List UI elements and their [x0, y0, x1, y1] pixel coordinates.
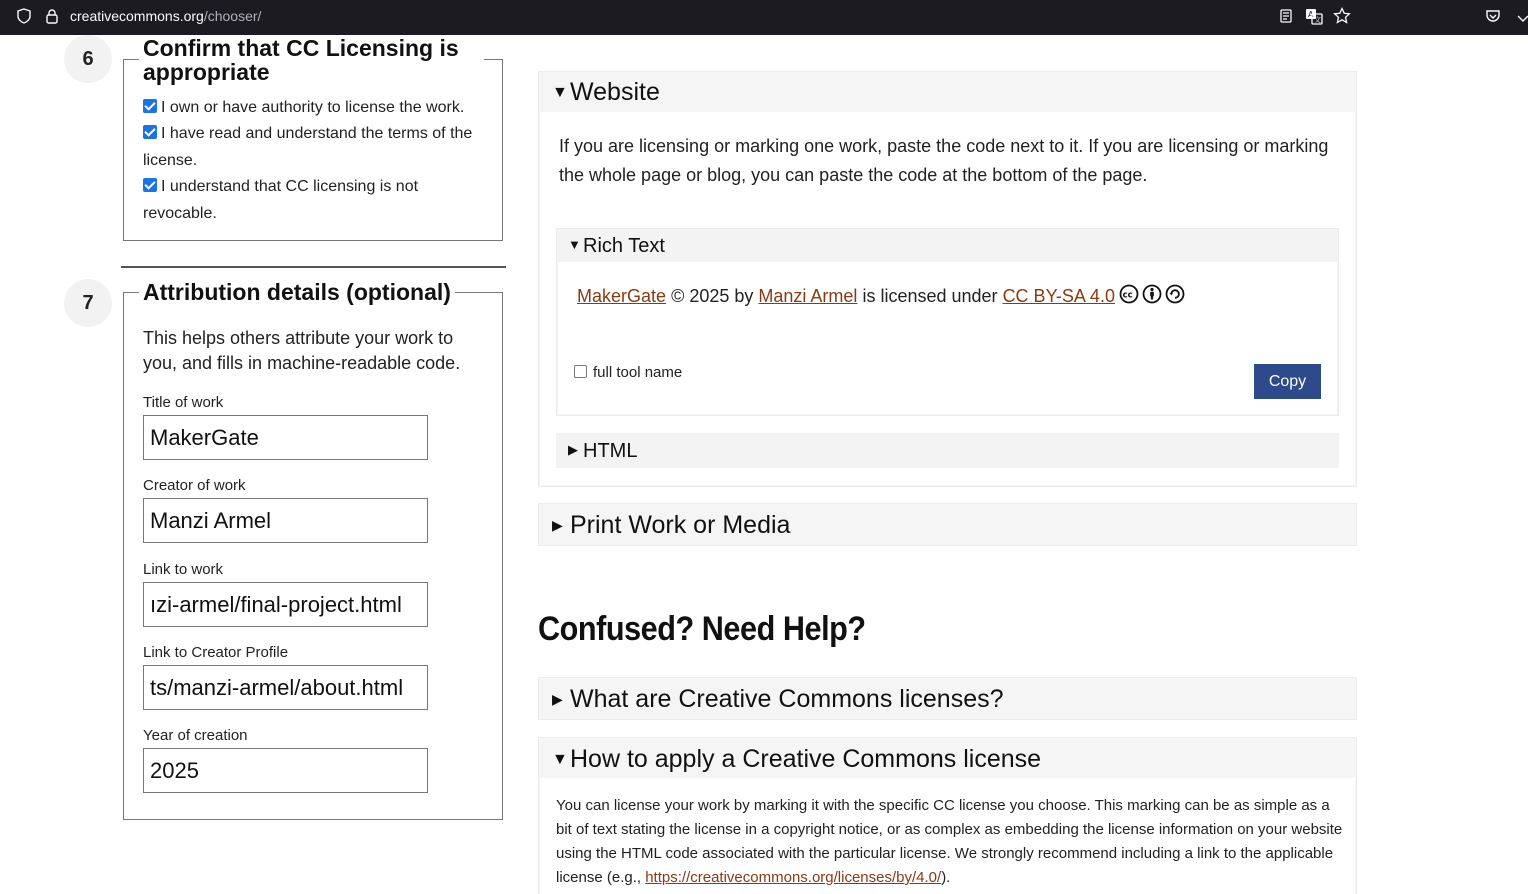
- link-to-work-input[interactable]: ızi-armel/final-project.html: [143, 582, 428, 627]
- website-intro: If you are licensing or marking one work, paste the code next to it. If you are licensing or marking the whole page or blog, you can paste the code at the bottom of the page.: [559, 136, 1329, 185]
- website-summary[interactable]: ▼Website: [552, 78, 660, 106]
- html-panel: [556, 433, 1339, 468]
- triangle-right-icon: ▶: [552, 517, 563, 533]
- checkbox-checked-icon[interactable]: [143, 125, 157, 139]
- checkbox-checked-icon[interactable]: [143, 99, 157, 113]
- triangle-right-icon: ▶: [552, 691, 563, 707]
- checkbox-unchecked-icon[interactable]: [574, 365, 587, 378]
- overflow-menu-icon[interactable]: [1514, 7, 1528, 25]
- year-of-creation-label: Year of creation: [143, 727, 248, 744]
- triangle-right-icon: ▶: [568, 442, 578, 457]
- work-link[interactable]: MakerGate: [577, 286, 667, 306]
- help-heading: Confused? Need Help?: [538, 610, 866, 648]
- svg-text:cc: cc: [1122, 290, 1133, 301]
- check-authority[interactable]: I own or have authority to license the work.: [143, 94, 464, 121]
- check-revocable[interactable]: I understand that CC licensing is not: [143, 173, 418, 200]
- html-summary[interactable]: ▶ HTML: [568, 440, 638, 462]
- link-to-creator-input[interactable]: ts/manzi-armel/about.html: [143, 665, 428, 710]
- rich-text-summary[interactable]: ▼ Rich Text: [568, 235, 665, 257]
- url-text[interactable]: creativecommons.org/chooser/: [70, 8, 262, 24]
- confirm-licensing-title: Confirm that CC Licensing is appropriate: [139, 36, 484, 84]
- year-of-creation-input[interactable]: 2025: [143, 748, 428, 793]
- creator-of-work-input[interactable]: Manzi Armel: [143, 498, 428, 543]
- by-attribution-icon: [1142, 284, 1162, 304]
- apply-license-text: You can license your work by marking it with the specific CC license you choose. This marking can be as simple as a bit of text stating the license in a copyright notice, or as complex as embedding the license information on your website using the HTML code associated with the particular license. We strongly recommend including a link to the applicable license (e.g., https://creativecommons.org/licenses/by/4.0/).: [556, 797, 1343, 886]
- creator-of-work-label: Creator of work: [143, 477, 246, 494]
- step-number-7: 7: [64, 279, 112, 327]
- license-link[interactable]: CC BY-SA 4.0: [1002, 286, 1115, 306]
- sa-share-alike-icon: [1165, 284, 1185, 304]
- license-url-link[interactable]: https://creativecommons.org/licenses/by/4.0/: [645, 869, 942, 886]
- copy-button[interactable]: Copy: [1254, 364, 1321, 399]
- cc-icon: [1119, 284, 1139, 304]
- attribution-help-text: This helps others attribute your work to you, and fills in machine-readable code.: [143, 328, 461, 373]
- triangle-down-icon: ▼: [552, 84, 568, 101]
- pocket-icon[interactable]: [1484, 7, 1502, 25]
- bookmark-star-icon[interactable]: [1333, 7, 1351, 25]
- svg-text:文: 文: [1314, 16, 1321, 24]
- attribution-title: Attribution details (optional): [139, 280, 455, 304]
- full-tool-name-option[interactable]: full tool name: [574, 364, 682, 381]
- translate-icon[interactable]: [1305, 7, 1323, 25]
- browser-toolbar: [0, 0, 1528, 35]
- triangle-down-icon: ▼: [568, 237, 581, 252]
- shield-icon[interactable]: [15, 7, 33, 25]
- title-of-work-input[interactable]: MakerGate: [143, 415, 428, 460]
- svg-text:A: A: [1308, 10, 1314, 19]
- link-to-creator-label: Link to Creator Profile: [143, 644, 289, 661]
- checkbox-checked-icon[interactable]: [143, 178, 157, 192]
- lock-icon[interactable]: [43, 7, 61, 25]
- faq-what-summary[interactable]: ▶ What are Creative Commons licenses?: [552, 685, 1004, 713]
- check-terms[interactable]: I have read and understand the terms of the: [143, 120, 472, 147]
- step-divider: [121, 266, 506, 268]
- link-to-work-label: Link to work: [143, 561, 224, 578]
- triangle-down-icon: ▼: [552, 751, 568, 768]
- print-summary[interactable]: ▶ Print Work or Media: [552, 511, 791, 539]
- check-terms-cont: license.: [143, 152, 198, 169]
- title-of-work-label: Title of work: [143, 394, 224, 411]
- step-number-6: 6: [64, 35, 112, 83]
- faq-apply-summary[interactable]: ▼How to apply a Creative Commons license: [552, 745, 1042, 773]
- url-bar[interactable]: [0, 0, 1358, 33]
- check-revocable-cont: revocable.: [143, 205, 217, 222]
- attribution-preview: MakerGate © 2025 by Manzi Armel is licensed under CC BY-SA 4.0 cc: [577, 284, 1185, 307]
- reader-view-icon[interactable]: [1277, 7, 1295, 25]
- creator-link[interactable]: Manzi Armel: [758, 286, 858, 306]
